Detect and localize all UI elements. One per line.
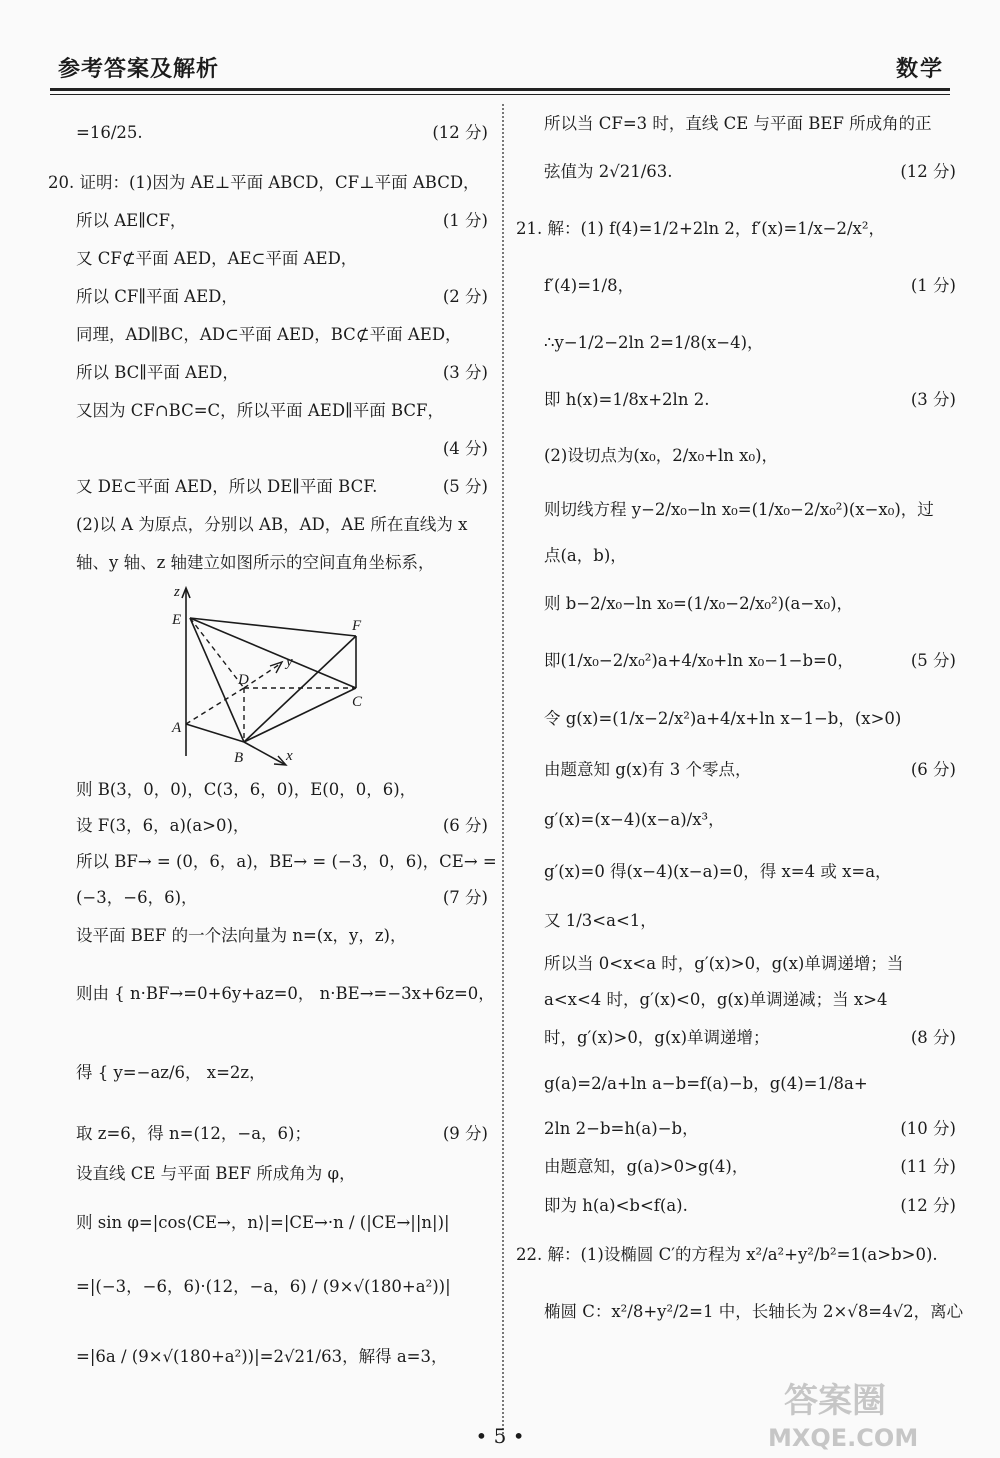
right-column: [516, 108, 964, 1340]
solution-line: =16/25. (12 分): [48, 108, 488, 164]
y-axis: [244, 664, 280, 688]
edge-AD: [186, 688, 244, 724]
solution-line: g′(x)=(x−4)(x−a)/x³，: [544, 810, 725, 829]
score: (6 分): [910, 760, 956, 779]
score: (5 分): [910, 651, 956, 670]
solution-line: 所以 BC∥平面 AED， (3 分): [48, 354, 488, 392]
score: (12 分): [900, 162, 956, 181]
solution-line: 令 g(x)=(1/x−2/x²)a+4/x+ln x−1−b，(x>0): [544, 709, 902, 728]
solution-line: 轴、y 轴、z 轴建立如图所示的空间直角坐标系，: [76, 553, 435, 572]
header-rule-thick: [50, 88, 950, 91]
label-C: C: [352, 694, 363, 710]
solution-line: 所以 BF→ = (0，6，a)，BE→ = (−3，0，6)，CE→ =: [76, 852, 497, 871]
solution-line: 椭圆 C：x²/8+y²/2=1 中，长轴长为 2×√8=4√2，离心: [544, 1302, 964, 1321]
solution-line: 所以当 0<x<a 时，g′(x)>0，g(x)单调递增；当: [544, 954, 904, 973]
solution-line: 由题意知 g(x)有 3 个零点， (6 分): [516, 748, 956, 792]
solution-line: 由题意知，g(a)>0>g(4)， (11 分): [516, 1148, 956, 1186]
label-E: E: [172, 612, 182, 628]
score: (1 分): [910, 276, 956, 295]
coordinate-figure: [48, 582, 488, 772]
score: (11 分): [900, 1157, 956, 1176]
solution-line: 即 h(x)=1/8x+2ln 2. (3 分): [516, 372, 956, 428]
solution-line: 点(a，b)，: [544, 546, 627, 565]
score: (3 分): [442, 363, 488, 382]
header-subject: 数学: [895, 56, 944, 82]
score: (10 分): [900, 1119, 956, 1138]
label-x: x: [286, 748, 293, 764]
edge-BC: [244, 688, 356, 742]
solution-line: 2ln 2−b=h(a)−b， (10 分): [516, 1110, 956, 1148]
label-D: D: [238, 672, 249, 688]
solution-line: (−3，−6，6)， (7 分): [48, 880, 488, 916]
edge-EC: [190, 618, 356, 688]
solution-line: 则 B(3，0，0)，C(3，6，0)，E(0，0，6)，: [76, 780, 417, 799]
solution-line: 设 F(3，6，a)(a>0)， (6 分): [48, 808, 488, 844]
solution-line: 取 z=6，得 n=(12，−a，6)； (9 分): [48, 1114, 488, 1154]
solution-line: 弦值为 2√21/63. (12 分): [516, 144, 956, 200]
edge-ED: [190, 618, 244, 688]
formula-line: 则 sin φ=|cos⟨CE→，n⟩|=|CE→·n / (|CE→||n|)|: [76, 1213, 450, 1232]
score: (8 分): [910, 1028, 956, 1047]
page-number: • 5 •: [475, 1424, 525, 1448]
label-y: y: [286, 654, 293, 670]
solution-line: 又 DE⊂平面 AED，所以 DE∥平面 BCF. (5 分): [48, 468, 488, 506]
solution-line: 设平面 BEF 的一个法向量为 n=(x，y，z)，: [76, 926, 407, 945]
solution-line: ∴y−1/2−2ln 2=1/8(x−4)，: [544, 333, 764, 352]
label-B: B: [234, 750, 244, 766]
watermark-bottom: MXQE.COM: [768, 1424, 919, 1452]
score: (7 分): [442, 888, 488, 907]
solution-line: 同理，AD∥BC，AD⊂平面 AED，BC⊄平面 AED，: [76, 325, 462, 344]
solution-line: a<x<4 时，g′(x)<0，g(x)单调递减；当 x>4: [544, 990, 888, 1009]
solution-line: 时，g′(x)>0，g(x)单调递增； (8 分): [516, 1018, 956, 1058]
equation-system: 得 { y=−az/6， x=2z，: [76, 1063, 266, 1082]
edge-FB: [244, 636, 356, 742]
solution-line: f′(4)=1/8， (1 分): [516, 258, 956, 314]
pyramid-diagram: [48, 582, 488, 772]
score: (4 分): [442, 439, 488, 458]
solution-line: 所以 CF∥平面 AED， (2 分): [48, 278, 488, 316]
solution-line: 则切线方程 y−2/x₀−ln x₀=(1/x₀−2/x₀²)(x−x₀)，过: [544, 500, 934, 519]
score: (3 分): [910, 390, 956, 409]
solution-line: 即(1/x₀−2/x₀²)a+4/x₀+ln x₀−1−b=0， (5 分): [516, 632, 956, 690]
left-column: [48, 108, 497, 1392]
x-axis: [244, 742, 284, 764]
solution-line: 所以当 CF=3 时，直线 CE 与平面 BEF 所成角的正: [544, 114, 932, 133]
formula-line: =|(−3，−6，6)·(12，−a，6) / (9×√(180+a²))|: [76, 1277, 451, 1296]
solution-line: 所以 AE∥CF， (1 分): [48, 202, 488, 240]
problem-21-heading: 21. 解：(1) f(4)=1/2+2ln 2，f′(x)=1/x−2/x²，: [516, 219, 885, 238]
solution-line: 又 1/3<a<1，: [544, 911, 657, 930]
edge-AB: [186, 724, 244, 742]
problem-20-heading: 20. 证明：(1)因为 AE⊥平面 ABCD，CF⊥平面 ABCD，: [48, 173, 480, 192]
edge-EF: [190, 618, 356, 636]
page-header: [50, 48, 950, 88]
solution-line: 即为 h(a)<b<f(a). (12 分): [516, 1186, 956, 1226]
score: (2 分): [442, 287, 488, 306]
score: (1 分): [442, 211, 488, 230]
solution-line: 又因为 CF∩BC=C，所以平面 AED∥平面 BCF，: [76, 401, 444, 420]
solution-line: (2)以 A 为原点，分别以 AB，AD，AE 所在直线为 x: [76, 515, 468, 534]
equation-system: 则由 { n·BF→=0+6y+az=0， n·BE→=−3x+6z=0，: [76, 984, 495, 1003]
solution-line: g(a)=2/a+ln a−b=f(a)−b，g(4)=1/8a+: [544, 1074, 868, 1093]
score: (12 分): [432, 123, 488, 142]
solution-line: (2)设切点为(x₀，2/x₀+ln x₀)，: [544, 446, 779, 465]
solution-line: 又 CF⊄平面 AED，AE⊂平面 AED，: [76, 249, 358, 268]
header-rule-thin: [50, 94, 950, 95]
header-title: 参考答案及解析: [58, 56, 220, 82]
solution-line: 设直线 CE 与平面 BEF 所成角为 φ，: [76, 1164, 356, 1183]
solution-line: 则 b−2/x₀−ln x₀=(1/x₀−2/x₀²)(a−x₀)，: [544, 594, 854, 613]
score: (6 分): [442, 816, 488, 835]
score: (12 分): [900, 1196, 956, 1215]
formula-line: =|6a / (9×√(180+a²))|=2√21/63，解得 a=3，: [76, 1347, 448, 1366]
label-z: z: [174, 584, 180, 600]
score: (9 分): [442, 1124, 488, 1143]
label-F: F: [352, 618, 362, 634]
column-divider: [502, 104, 504, 1434]
score: (5 分): [442, 477, 488, 496]
problem-22-heading: 22. 解：(1)设椭圆 C′的方程为 x²/a²+y²/b²=1(a>b>0).: [516, 1245, 938, 1264]
label-A: A: [172, 720, 182, 736]
watermark-logo: [754, 1372, 954, 1452]
watermark-top: 答案圈: [784, 1381, 886, 1421]
solution-line: [48, 430, 488, 468]
solution-line: g′(x)=0 得(x−4)(x−a)=0，得 x=4 或 x=a，: [544, 862, 892, 881]
x-arrow-icon: [274, 756, 286, 765]
